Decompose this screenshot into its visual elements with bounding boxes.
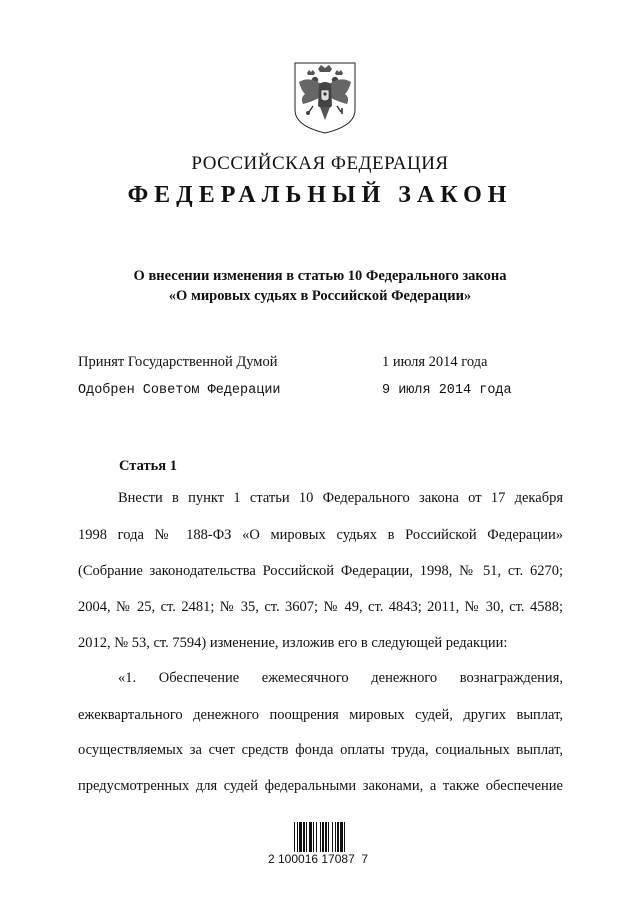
body-line: ежеквартального денежного поощрения мировых судей, других выплат,: [78, 707, 563, 723]
adoption-date: 1 июля 2014 года: [382, 354, 488, 370]
barcode-icon: [294, 822, 362, 852]
law-title-line: О внесении изменения в статью 10 Федерального закона: [133, 268, 507, 284]
article-heading: Статья 1: [119, 458, 177, 474]
adoption-label: Одобрен Советом Федерации: [78, 383, 281, 398]
body-line: предусмотренных для судей федеральными законами, а также обеспечение: [78, 778, 563, 794]
body-line: «1. Обеспечение ежемесячного денежного вознаграждения,: [118, 670, 563, 686]
barcode-number: 2 100016 17087 7: [268, 852, 369, 866]
body-line: Внести в пункт 1 статьи 10 Федерального закона от 17 декабря: [118, 490, 563, 506]
country-heading: РОССИЙСКАЯ ФЕДЕРАЦИЯ: [191, 153, 449, 174]
document-type-heading: ФЕДЕРАЛЬНЫЙ ЗАКОН: [127, 182, 513, 208]
body-line: 1998 года № 188-ФЗ «О мировых судьях в Российской Федерации»: [78, 527, 563, 543]
body-line: (Собрание законодательства Российской Федерации, 1998, № 51, ст. 6270;: [78, 563, 563, 579]
body-line: 2012, № 53, ст. 7594) изменение, изложив его в следующей редакции:: [78, 635, 508, 651]
body-line: осуществляемых за счет средств фонда оплаты труда, социальных выплат,: [78, 742, 563, 758]
adoption-date: 9 июля 2014 года: [382, 383, 512, 398]
body-line: 2004, № 25, ст. 2481; № 35, ст. 3607; № 49, ст. 4843; 2011, № 30, ст. 4588;: [78, 599, 563, 615]
law-title: [0, 266, 640, 306]
coat-of-arms-icon: [291, 60, 359, 135]
adoption-label: Принят Государственной Думой: [78, 354, 278, 370]
law-title-line: «О мировых судьях в Российской Федерации»: [168, 288, 472, 304]
